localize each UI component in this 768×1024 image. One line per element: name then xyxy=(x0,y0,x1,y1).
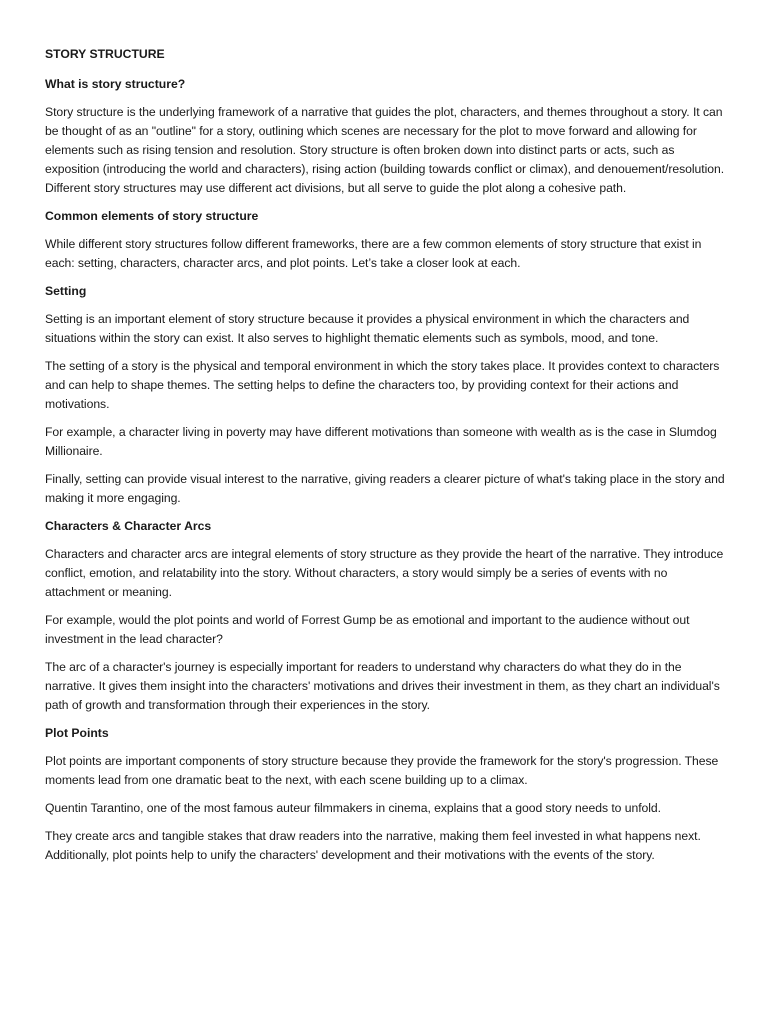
paragraph: The setting of a story is the physical and temporal environment in which the story takes place. It provides context to characters and can help to shape themes. The setting helps to define the characters too, by providing context for their actions and motivations. xyxy=(45,359,720,411)
section-heading: Common elements of story structure xyxy=(45,209,259,223)
paragraph: For example, a character living in poverty may have different motivations than someone with wealth as is the case in Slumdog Millionaire. xyxy=(45,425,717,458)
section-characters xyxy=(45,517,727,715)
paragraph: Setting is an important element of story structure because it provides a physical environment in which the characters and situations within the story can exist. It also serves to highlight thematic elements such as symbols, mood, and tone. xyxy=(45,312,690,345)
paragraph: While different story structures follow different frameworks, there are a few common elements of story structure that exist in each: setting, characters, character arcs, and plot points. Let’s take a closer look at each. xyxy=(45,237,702,270)
section-heading: Plot Points xyxy=(45,726,109,740)
section-what-is-story-structure xyxy=(45,75,727,198)
paragraph: Finally, setting can provide visual interest to the narrative, giving readers a clearer picture of what's taking place in the story and making it more engaging. xyxy=(45,472,725,505)
section-heading: Setting xyxy=(45,284,87,298)
section-heading: What is story structure? xyxy=(45,77,186,91)
document-title: STORY STRUCTURE xyxy=(45,47,165,61)
section-heading: Characters & Character Arcs xyxy=(45,519,212,533)
paragraph: Quentin Tarantino, one of the most famous auteur filmmakers in cinema, explains that a good story needs to unfold. xyxy=(45,801,661,815)
paragraph: The arc of a character's journey is especially important for readers to understand why characters do what they do in the narrative. It gives them insight into the characters' motivations and drives their investment in them, as they chart an individual's path of growth and transformation through their experiences in the story. xyxy=(45,660,720,712)
paragraph: Characters and character arcs are integral elements of story structure as they provide the heart of the narrative. They introduce conflict, emotion, and relatability into the story. Without characters, a story would simply be a series of events with no attachment or meaning. xyxy=(45,547,724,599)
paragraph: Plot points are important components of story structure because they provide the framework for the story's progression. These moments lead from one dramatic beat to the next, with each scene building up to a climax. xyxy=(45,754,719,787)
paragraph: They create arcs and tangible stakes that draw readers into the narrative, making them feel invested in what happens next. Additionally, plot points help to unify the characters' development and their motivations with the events of the story. xyxy=(45,829,701,862)
section-common-elements xyxy=(45,207,727,273)
paragraph: Story structure is the underlying framework of a narrative that guides the plot, characters, and themes throughout a story. It can be thought of as an "outline" for a story, outlining which scenes are necessary for the plot to move forward and allowing for elements such as rising tension and resolution. Story structure is often broken down into distinct parts or acts, such as exposition (introducing the world and characters), rising action (building towards conflict or climax), and denouement/resolution. Different story structures may use different act divisions, but all serve to guide the plot along a cohesive path. xyxy=(45,105,725,195)
paragraph: For example, would the plot points and world of Forrest Gump be as emotional and important to the audience without out investment in the lead character? xyxy=(45,613,690,646)
document-page xyxy=(45,45,727,874)
section-plot-points xyxy=(45,724,727,865)
section-setting xyxy=(45,282,727,508)
